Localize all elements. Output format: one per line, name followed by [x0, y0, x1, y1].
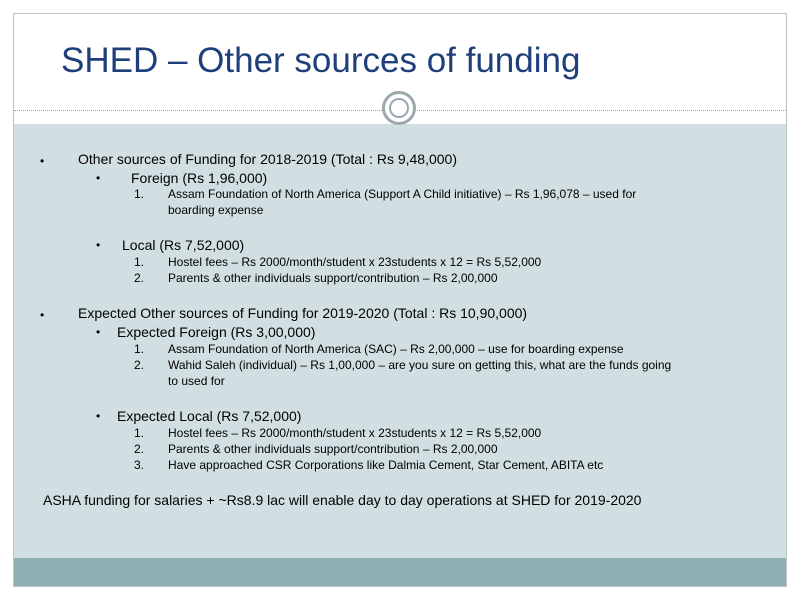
bullet-icon: • [96, 409, 101, 423]
footer-bar [14, 558, 786, 587]
list-number: 2. [134, 442, 145, 456]
section1-local: Local (Rs 7,52,000) [122, 237, 245, 253]
section2-local: Expected Local (Rs 7,52,000) [117, 408, 302, 424]
bullet-icon: • [96, 238, 101, 252]
section1-foreign: Foreign (Rs 1,96,000) [131, 170, 268, 186]
list-item-continuation: to used for [168, 374, 225, 388]
section2-heading [78, 305, 527, 321]
bullet-icon: • [96, 325, 101, 339]
divider-circle-icon [382, 91, 416, 125]
slide-title: SHED – Other sources of funding [61, 41, 581, 80]
summary-text: ASHA funding for salaries + ~Rs8.9 lac will enable day to day operations at SHED for 2019-2020 [43, 492, 642, 508]
section2-foreign: Expected Foreign (Rs 3,00,000) [117, 324, 316, 340]
list-item: Parents & other individuals support/contribution – Rs 2,00,000 [168, 271, 498, 285]
bullet-icon: • [40, 154, 45, 168]
bullet-icon: • [40, 308, 45, 322]
list-item-continuation: boarding expense [168, 203, 264, 217]
list-number: 2. [134, 358, 145, 372]
list-number: 3. [134, 458, 145, 472]
list-item: Have approached CSR Corporations like Dalmia Cement, Star Cement, ABITA etc [168, 458, 604, 472]
list-number: 1. [134, 255, 145, 269]
section2-heading-strong: Expected Other sources of Funding for [78, 305, 319, 321]
list-number: 1. [134, 187, 145, 201]
list-number: 2. [134, 271, 145, 285]
section1-heading [78, 151, 457, 167]
list-number: 1. [134, 342, 145, 356]
list-item: Assam Foundation of North America (SAC) – Rs 2,00,000 – use for boarding expense [168, 342, 624, 356]
bullet-icon: • [96, 171, 101, 185]
list-item: Parents & other individuals support/contribution – Rs 2,00,000 [168, 442, 498, 456]
list-item: Wahid Saleh (individual) – Rs 1,00,000 – are you sure on getting this, what are the funds going [168, 358, 672, 372]
section1-heading-strong: Other sources of Funding for [78, 151, 257, 167]
list-item: Hostel fees – Rs 2000/month/student x 23students x 12 = Rs 5,52,000 [168, 255, 542, 269]
section2-heading-rest: 2019-2020 (Total : Rs 10,90,000) [318, 305, 528, 321]
section1-heading-rest: 2018-2019 (Total : Rs 9,48,000) [256, 151, 457, 167]
list-item: Hostel fees – Rs 2000/month/student x 23students x 12 = Rs 5,52,000 [168, 426, 542, 440]
list-number: 1. [134, 426, 145, 440]
list-item: Assam Foundation of North America (Support A Child initiative) – Rs 1,96,078 – used for [168, 187, 637, 201]
slide [13, 13, 787, 587]
